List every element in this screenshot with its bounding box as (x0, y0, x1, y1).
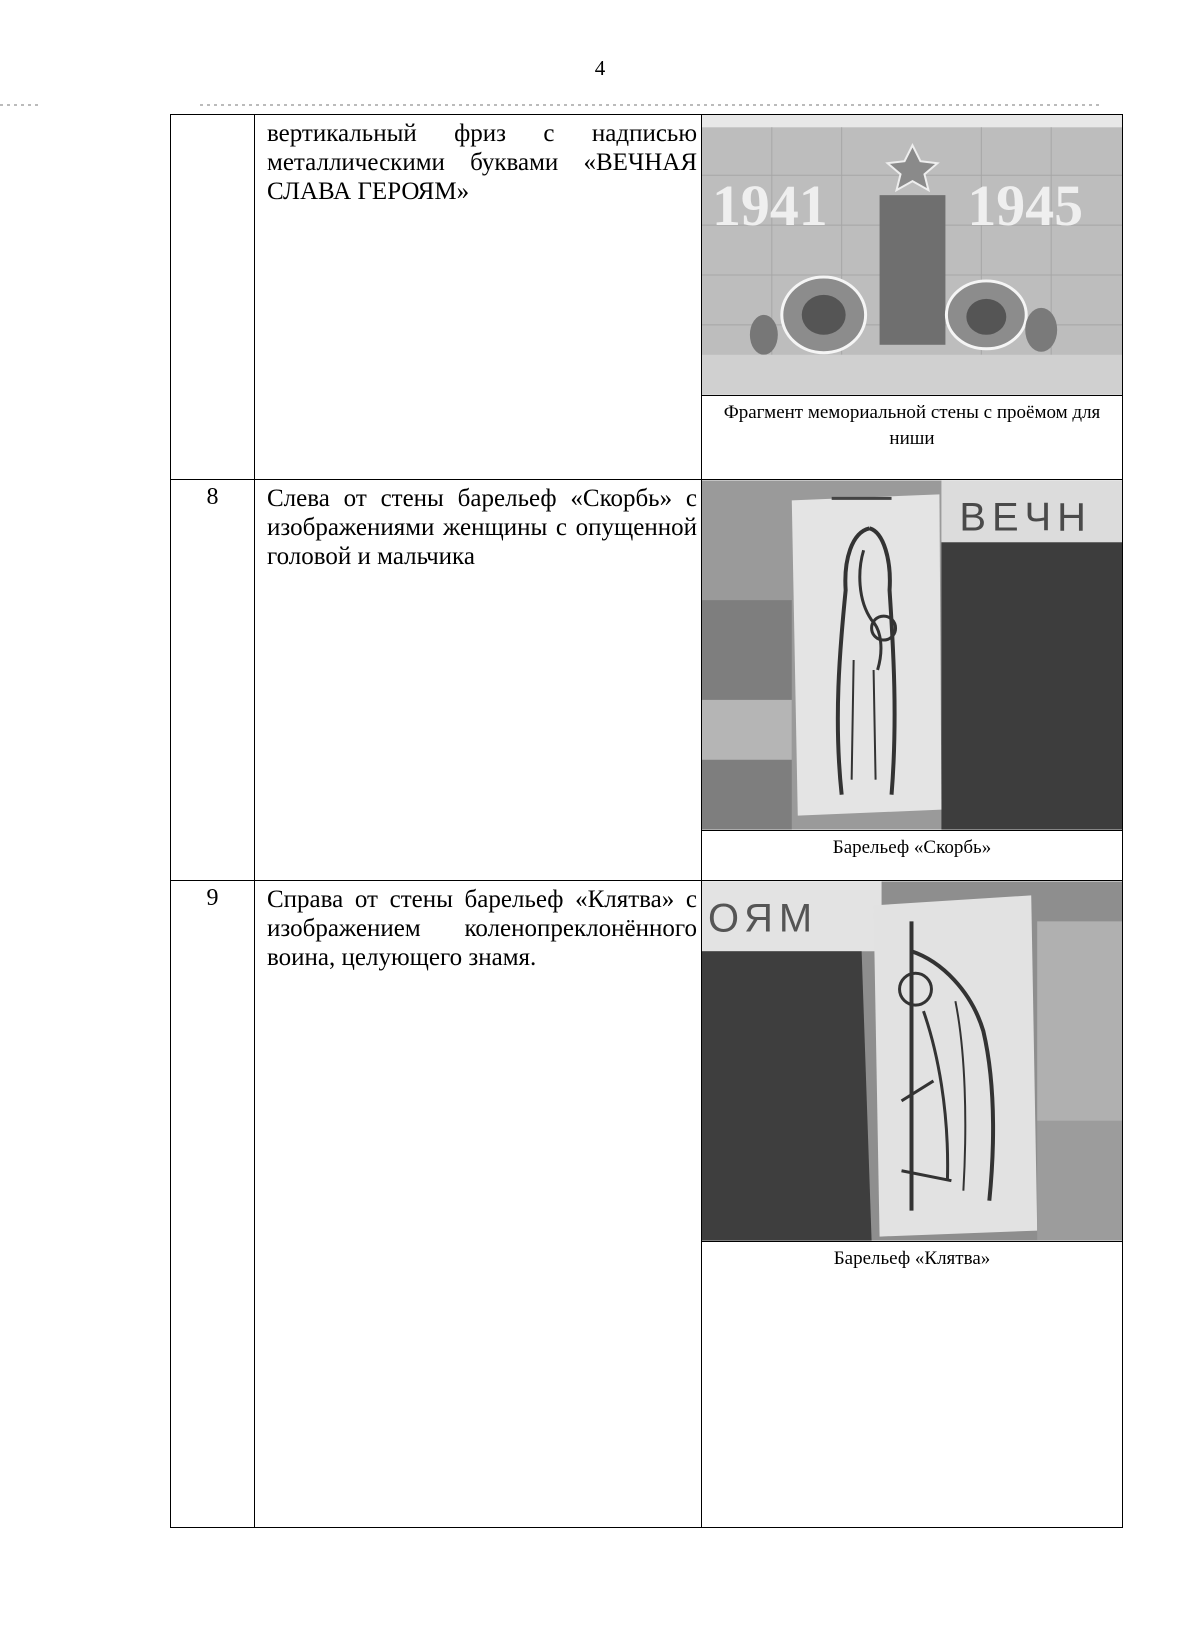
photo-caption: Барельеф «Клятва» (833, 1248, 991, 1269)
row-number (171, 115, 255, 480)
monument-elements-table (170, 114, 1123, 1528)
table-row (171, 881, 1123, 1528)
row-description: вертикальный фриз с надписью металлическими буквами «ВЕЧНАЯ СЛАВА ГЕРОЯМ» (255, 115, 702, 480)
table-row (171, 115, 1123, 480)
table-row (171, 480, 1123, 881)
sorrow-bas-relief-photo (702, 480, 1122, 830)
year-right-text: 1945 (967, 173, 1084, 239)
row-description: Слева от стены барельеф «Скорбь» с изображениями женщины с опущенной головой и мальчика (255, 480, 702, 881)
photo-cell (702, 480, 1123, 881)
row-description: Справа от стены барельеф «Клятва» с изображением коленопреклонённого воина, целующего знамя. (255, 881, 702, 1528)
wall-lettering: ВЕЧН (959, 495, 1092, 540)
year-left-text: 1941 (711, 173, 828, 239)
photo-cell (702, 115, 1123, 480)
scan-artifact (0, 104, 40, 106)
memorial-wall-photo (702, 115, 1122, 395)
wall-lettering: ОЯМ (707, 896, 819, 941)
row-number: 9 (171, 881, 255, 1528)
photo-caption: Барельеф «Скорбь» (832, 837, 992, 858)
photo-cell (702, 881, 1123, 1528)
oath-bas-relief-photo (702, 881, 1122, 1241)
scan-artifact (200, 104, 1100, 106)
row-number: 8 (171, 480, 255, 881)
page-number: 4 (594, 56, 606, 80)
photo-caption: Фрагмент мемориальной стены с проёмом для ниши (723, 402, 1101, 449)
